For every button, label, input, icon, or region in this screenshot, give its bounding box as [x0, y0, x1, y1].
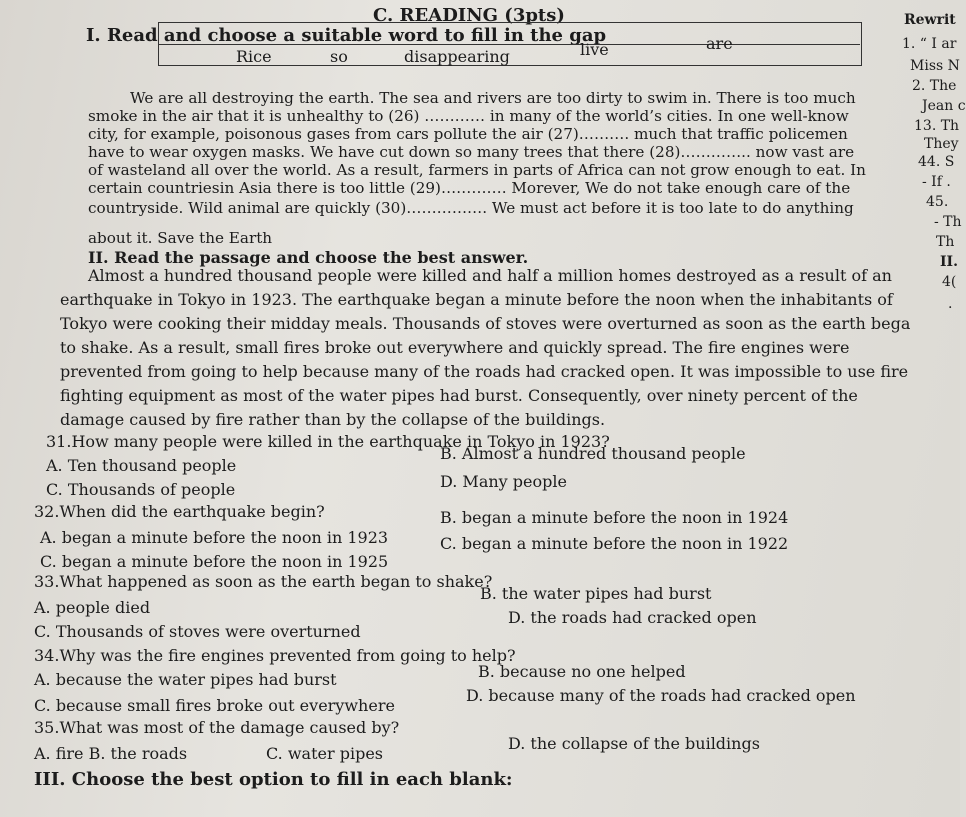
side-fragment: II.: [940, 254, 958, 270]
q34-option-c: C. because small fires broke out everywhere: [34, 696, 395, 715]
section-title: C. READING (3pts): [373, 5, 565, 26]
side-fragment: Miss N: [910, 58, 960, 74]
passage2-line: prevented from going to help because many of the roads had cracked open. It was impossible to use fire: [60, 362, 909, 381]
passage1-line: certain countriesin Asia there is too little (29)…………. Morever, We do not take enough care of the: [88, 179, 851, 197]
passage1-line: smoke in the air that it is unhealthy to (26) ………… in many of the world’s cities. In one well-know: [88, 107, 849, 125]
side-fragment: Th: [936, 234, 955, 250]
q31-option-d: D. Many people: [440, 472, 567, 491]
side-fragment: .: [948, 296, 953, 312]
side-fragment: - Th: [934, 214, 962, 230]
passage2-line: Almost a hundred thousand people were killed and half a million homes destroyed as a result of an: [88, 266, 892, 285]
question-32: 32.When did the earthquake begin?: [34, 502, 325, 521]
word-option-5: are: [706, 34, 733, 53]
passage2-line: Tokyo were cooking their midday meals. Thousands of stoves were overturned as soon as the earth bega: [60, 314, 911, 333]
side-fragment: 2. The: [912, 78, 957, 94]
q32-option-d: C. began a minute before the noon in 1922: [440, 534, 789, 553]
q33-option-d: D. the roads had cracked open: [508, 608, 757, 627]
word-option-3: disappearing: [404, 47, 510, 66]
q31-option-c: C. Thousands of people: [46, 480, 236, 499]
passage1-line: city, for example, poisonous gases from cars pollute the air (27)………. much that traffic policemen: [88, 125, 848, 143]
passage1-line: about it. Save the Earth: [88, 229, 273, 247]
word-option-4: live: [580, 40, 609, 59]
passage2-line: earthquake in Tokyo in 1923. The earthquake began a minute before the noon when the inhabitants of: [60, 290, 893, 309]
side-fragment: 4(: [942, 274, 957, 290]
side-fragment: 45.: [926, 194, 949, 210]
side-fragment: 44. S: [918, 154, 955, 170]
passage1-line: have to wear oxygen masks. We have cut down so many trees that there (28)………….. now vast are: [88, 143, 855, 161]
side-fragment: Jean c: [922, 98, 966, 114]
q34-option-b: B. because no one helped: [478, 662, 686, 681]
q35-option-d: D. the collapse of the buildings: [508, 734, 760, 753]
q32-option-c: C. began a minute before the noon in 1925: [40, 552, 389, 571]
q34-option-a: A. because the water pipes had burst: [34, 670, 337, 689]
part1-title: I. Read and choose a suitable word to fill in the gap: [86, 25, 607, 46]
question-33: 33.What happened as soon as the earth began to shake?: [34, 572, 493, 591]
q35-option-ab: A. fire B. the roads: [34, 744, 188, 763]
question-34: 34.Why was the fire engines prevented from going to help?: [34, 646, 516, 665]
side-fragment: - If .: [922, 174, 951, 190]
q33-option-a: A. people died: [34, 598, 151, 617]
q32-option-a: A. began a minute before the noon in 1923: [40, 528, 389, 547]
side-fragment: Rewrit: [904, 12, 956, 28]
q34-option-d: D. because many of the roads had cracked open: [466, 686, 856, 705]
question-35: 35.What was most of the damage caused by?: [34, 718, 400, 737]
question-31: 31.How many people were killed in the earthquake in Tokyo in 1923?: [46, 432, 610, 451]
word-option-2: so: [330, 47, 348, 66]
passage1-line: of wasteland all over the world. As a result, farmers in parts of Africa can not grow enough to eat. In: [88, 161, 866, 179]
side-fragment: 1. “ I ar: [902, 36, 957, 52]
passage2-line: fighting equipment as most of the water pipes had burst. Consequently, over ninety percent of the: [60, 386, 858, 405]
word-option-1: Rice: [236, 47, 272, 66]
part2-title: II. Read the passage and choose the best answer.: [88, 248, 529, 267]
side-fragment: They: [924, 136, 959, 152]
passage1-line: We are all destroying the earth. The sea and rivers are too dirty to swim in. There is too much: [130, 89, 856, 107]
q31-option-a: A. Ten thousand people: [46, 456, 237, 475]
passage2-line: damage caused by fire rather than by the collapse of the buildings.: [60, 410, 606, 429]
q35-option-c: C. water pipes: [266, 744, 383, 763]
side-fragment: 13. Th: [914, 118, 960, 134]
passage1-line: countryside. Wild animal are quickly (30)……………. We must act before it is too late to do anything: [88, 199, 854, 217]
q32-option-b: B. began a minute before the noon in 1924: [440, 508, 789, 527]
passage2-line: to shake. As a result, small fires broke out everywhere and quickly spread. The fire engines were: [60, 338, 850, 357]
q33-option-c: C. Thousands of stoves were overturned: [34, 622, 361, 641]
q31-option-b: B. Almost a hundred thousand people: [440, 444, 746, 463]
q33-option-b: B. the water pipes had burst: [480, 584, 712, 603]
word-box-divider: [158, 44, 860, 45]
part3-title: III. Choose the best option to fill in each blank:: [34, 769, 513, 790]
